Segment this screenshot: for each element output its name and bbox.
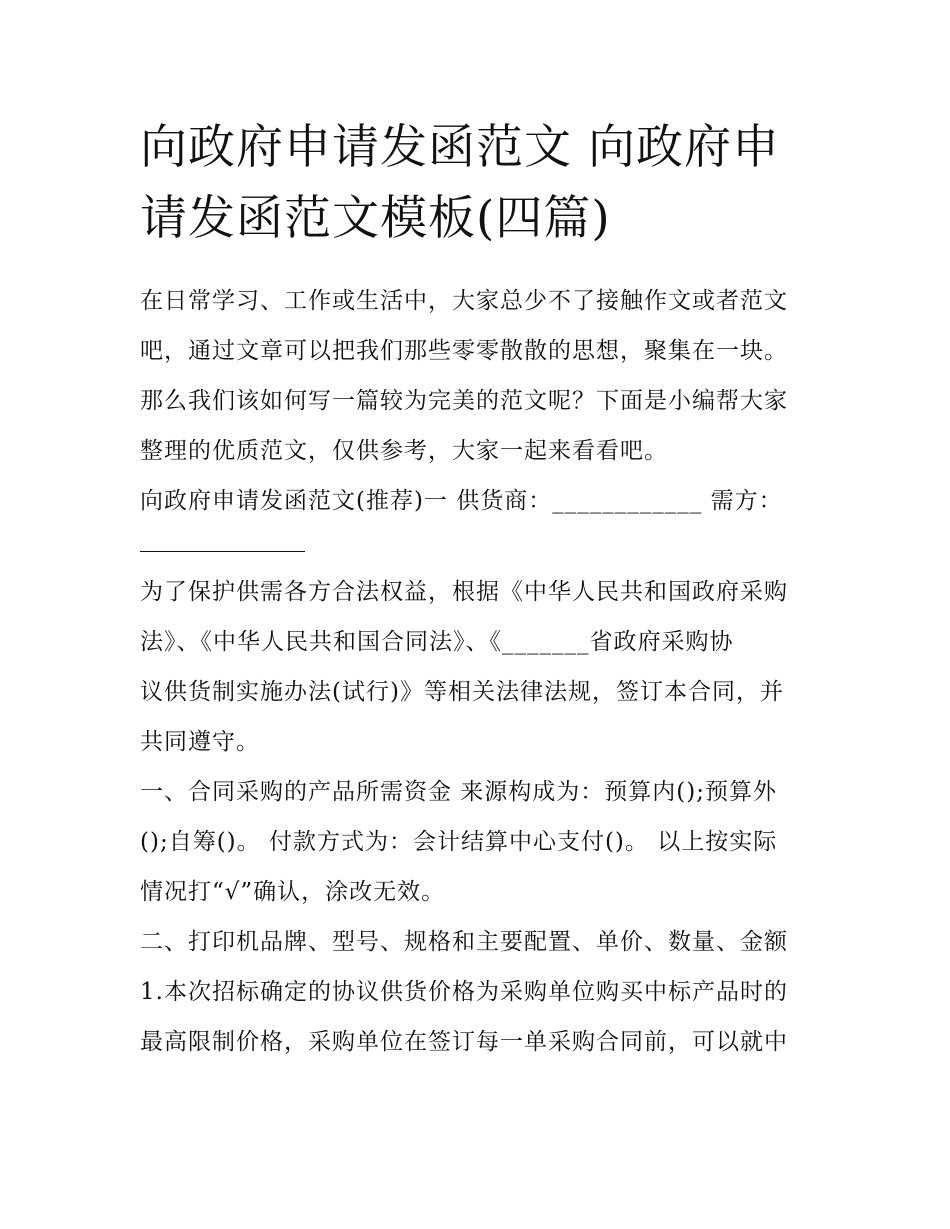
document-body — [140, 276, 820, 1067]
body-line: 1.本次招标确定的协议供货价格为采购单位购买中标产品时的 — [140, 979, 788, 1005]
body-line: 议供货制实施办法(试行)》等相关法律法规，签订本合同，并 — [140, 679, 784, 705]
body-line: 二、打印机品牌、型号、规格和主要配置、单价、数量、金额 — [140, 929, 788, 955]
body-line: ();自筹()。 付款方式为：会计结算中心支付()。 以上按实际 — [140, 829, 778, 855]
document-title — [140, 112, 840, 254]
body-line: 为了保护供需各方合法权益，根据《中华人民共和国政府采购 — [140, 579, 788, 605]
body-line: 法》、《中华人民共和国合同法》、《_______省政府采购协 — [140, 629, 734, 655]
blank-underline — [140, 526, 305, 552]
body-line: 共同遵守。 — [140, 729, 260, 755]
body-line: 整理的优质范文，仅供参考，大家一起来看看吧。 — [140, 438, 668, 464]
title-line-2: 请发函范文模板(四篇) — [140, 191, 611, 246]
body-line: 吧，通过文章可以把我们那些零零散散的思想，聚集在一块。 — [140, 338, 788, 364]
body-line: 一、合同采购的产品所需资金 来源构成为：预算内();预算外 — [140, 779, 778, 805]
body-line: 最高限制价格，采购单位在签订每一单采购合同前，可以就中 — [140, 1029, 788, 1055]
title-line-1: 向政府申请发函范文 向政府申 — [140, 120, 780, 175]
body-line: 情况打“√”确认，涂改无效。 — [140, 879, 446, 905]
body-line: 那么我们该如何写一篇较为完美的范文呢？下面是小编帮大家 — [140, 388, 788, 414]
body-line: 向政府申请发函范文(推荐)一 供货商：____________ 需方： — [140, 488, 783, 514]
body-line: 在日常学习、工作或生活中，大家总少不了接触作文或者范文 — [140, 288, 788, 314]
